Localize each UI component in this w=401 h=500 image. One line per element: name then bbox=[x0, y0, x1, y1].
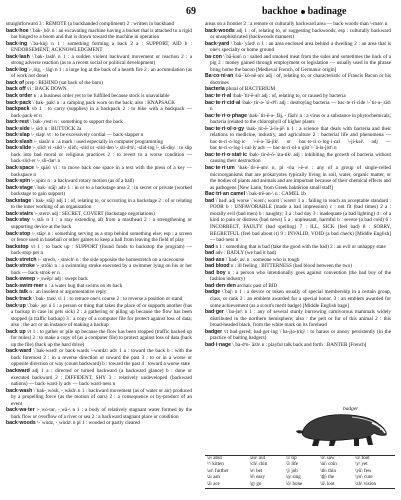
definition-text: \ˈbak-ˌrest\ n : something to support the back bbox=[30, 119, 123, 126]
definition-text: \ˈbaj\ n 1 : a device or token usually of special membership in a certain group, class, or rank 2 : an emblem awarded for a special honor. 3 : an emblem awarded for some achievement (as a scout's merit badge) [Middle English bage] bbox=[210, 289, 391, 309]
headword: back·woods bbox=[205, 27, 235, 34]
definition-text: \bak-ˌtir-ə-ˈsī-dᵊl\ adj : destroying bacteria — bac·te·ri·cide \-ˈtir-ə-ˌsīd\ n bbox=[210, 99, 391, 113]
dictionary-entry bbox=[6, 28, 192, 41]
definition-text: n 1 : something that is bad (take the good with the bad) 2 : an evil or unhappy state bbox=[215, 243, 386, 250]
pronunciation-cell: \g\ go bbox=[249, 481, 262, 487]
definition-text: n : a person who intentionally goes against convention (the bad boy of the fashion industry) bbox=[210, 269, 391, 283]
headword: back·slash bbox=[6, 138, 33, 145]
dictionary-entry bbox=[6, 263, 192, 276]
headword: bac·te·ri·ol·o·gy bbox=[205, 125, 245, 132]
pronunciation-cell: \ō\ bone bbox=[285, 481, 303, 487]
dictionary-entry bbox=[6, 41, 192, 54]
headword: back·pack bbox=[6, 99, 32, 106]
definition-text: \ˈbad-ˌas\ n : someone who is tough bbox=[225, 256, 300, 263]
definition-text: \-ˌstā\ n 1 : a stay extending aft from a masthead 2 : a strengthening or supporting device at the back bbox=[11, 217, 192, 230]
headword: back·slap bbox=[6, 132, 30, 139]
headword: backstop bbox=[6, 243, 29, 250]
definition-text: \bak-ˈtir-ē-əl\ adj : of, relating to, or caused by bacteria bbox=[232, 93, 346, 100]
definition-text: archaic past of BID bbox=[237, 282, 278, 289]
headword: ba·con bbox=[205, 53, 222, 60]
headword: back·wa·ter bbox=[6, 407, 35, 414]
badger-illustration bbox=[292, 389, 392, 449]
dictionary-entry bbox=[205, 309, 391, 329]
definition-text: \ˈba-jər\ n 1 : any of several sturdy burrowing carnivorous mammals widely distributed in the northern hemisphere; also : the pelt or fur of this animal 2 : this broad-headed black, from the white mark on its forehead bbox=[210, 309, 391, 329]
headword: back·yard bbox=[205, 40, 230, 47]
pronunciation-key bbox=[205, 455, 395, 489]
definition-text: vb 1 : to carry (supplies) in a backpack 2 : to hike with a backpack — back·pack·er n bbox=[11, 106, 192, 119]
pronunciation-cell: \ə\ abut bbox=[207, 456, 222, 461]
pronunciation-cell: \j\ job bbox=[285, 468, 298, 474]
definition-text: \-ˌstäp\ n : something serving as a stop behind something else; esp : a screen or fence used in baseball or other games to keep a ball from leaving the field of play bbox=[11, 230, 192, 244]
pronunciation-row bbox=[205, 482, 395, 489]
dictionary-entry bbox=[205, 342, 391, 349]
definition-text: vt bad·gered; bad·ger·ing \ˈba-j(ə-)riŋ\ : to harass or annoy persistently (in the practice of baiting badgers) bbox=[210, 328, 391, 342]
right-column bbox=[205, 21, 391, 348]
definition-text: \-ˌspās\ vi : to move back one space in a text with the press of a key — backspace n bbox=[11, 165, 192, 178]
headword: bad boy bbox=[205, 269, 226, 276]
headword: bad blood bbox=[205, 263, 230, 270]
pronunciation-cell: \ᵊ\ kitten bbox=[207, 462, 224, 468]
definition-text: areas on a frontier 2 : a remote or culturally backward area — back·woods·man \-mən\ n bbox=[205, 21, 388, 27]
definition-text: \ˈbā-kən\ n : salted and smoked meat from the sides and sometimes the back of a pig 2 : money gained through employment or legislation — usually used in the phrase bring home the bacon [Medieval French, of Germanic origin] bbox=[210, 53, 391, 73]
definition-text: \ˈbak-ˈyärd\ n 1 : an area enclosed area behind a dwelling 2 : an area that is one's specialty or home ground bbox=[210, 40, 391, 54]
headword: back·side bbox=[6, 125, 30, 132]
definition-text: \-ˌspin\ n : a backward rotary motion (as of a ball) bbox=[31, 178, 135, 185]
dictionary-entry bbox=[205, 28, 391, 41]
headword: bac·te·ri·o·phage bbox=[205, 112, 247, 119]
dictionary-entry bbox=[205, 126, 391, 152]
definition-text: n : a business order yet to be fulfilled because stock is unavailable bbox=[33, 93, 170, 100]
headword: back·hoe bbox=[6, 27, 29, 34]
headword: back·lash bbox=[6, 53, 30, 60]
dictionary-entry bbox=[205, 113, 391, 126]
pronunciation-cell: \ȯ\ saw bbox=[320, 456, 335, 461]
definition-text: \-ˌstrōk\ n : a swimming stroke executed by a swimmer lying on his or her back — back·strok·er n bbox=[11, 263, 192, 276]
headword: bac·te·ri·o·stat·ic bbox=[205, 151, 247, 158]
pronunciation-cell: \ü\ loot bbox=[320, 481, 335, 487]
pronunciation-cell: \ch\ chin bbox=[249, 462, 268, 468]
definition-text: n : ill feeling : BITTERNESS (bad blood between the two) bbox=[230, 263, 352, 270]
headword: back off bbox=[6, 86, 26, 93]
definition-text: vt 1 : to gather or pile up because the flow has been stopped (traffic backed up for miles) 2 : to make a copy of (as a computer file) to protect against loss of data (back up the file) (back up the hard drive) bbox=[11, 328, 192, 348]
headword: Ba·co·ni·an bbox=[205, 73, 234, 80]
definition-text: \ˈbak-ˌlash\ n 1 : a sudden violent backward movement or reaction 2 : a strong adverse reaction (as to a recent social or political development) bbox=[11, 53, 192, 67]
dictionary-entry bbox=[6, 54, 192, 67]
headword: bad bbox=[205, 197, 215, 204]
dictionary-entry bbox=[205, 329, 391, 342]
headword: bac·te·ri·al bbox=[205, 93, 232, 100]
definition-text: adj 1 a : directed or turned backward (a backward glance) b : done or executed backward 2 : DIFFIDENT, SHY 3 : relatively undeveloped (backward nations) — back·ward·ly adv — back·ward·ness n bbox=[11, 367, 192, 388]
headword: back·slide bbox=[6, 145, 32, 152]
dictionary-entry bbox=[6, 145, 192, 165]
headword: back order bbox=[6, 93, 33, 100]
definition-text: \-ˌsterz\ adj : SECRET, COVERT (backstage negotiations) bbox=[34, 210, 155, 217]
headword: back·woods bbox=[6, 420, 36, 427]
illustration-caption: badger bbox=[343, 406, 359, 412]
last-guide-word: badinage bbox=[307, 6, 347, 17]
headword: back-sweep bbox=[6, 276, 36, 283]
page-number: 69 bbox=[186, 6, 196, 17]
pronunciation-cell: \zh\ vision bbox=[355, 481, 376, 487]
definition-text: vt 1 : to back up : SUPPORT (found funds to backstop the program) — back·stop·per n bbox=[11, 243, 192, 257]
definition-text: \ˈbad\ adj worse \ˈwərs\; worst \ˈwərst\ 1 a : failing to reach an acceptable standard : POOR b : UNFAVORABLE (made a bad impression) c : not fit (bad times) 2 a : morally evil (bad men) b : naughty; 3 a : bad day 3 : inadequate (a bad lighting) 4 : of a kind to pain or distress (bad news) 5 a : unpleasant, harmful b : severe (a bad cold) 6 : INCORRECT, FAULTY (bad spelling) 7 : ILL, SICK (feel bad) 8 : SORRY, REGRETFUL (feel bad about it) 9 : INVALID, VOID (a bad check) [Middle English] — bad·ness n bbox=[210, 197, 391, 244]
headword: Bac·tri·an camel bbox=[205, 191, 245, 198]
dictionary-entry bbox=[205, 152, 391, 165]
definition-text: \-ˈwu̇dz, -ˌwu̇dz\ n pl 1 : wooded or partly cleared bbox=[37, 420, 140, 427]
pronunciation-cell: \u̇\ foot bbox=[355, 456, 370, 461]
headword: bad·ger bbox=[205, 309, 224, 316]
dictionary-entry bbox=[205, 73, 391, 86]
pronunciation-cell: \yu̇\ cure bbox=[355, 475, 373, 481]
definition-text: n : a water bug that swims on its back bbox=[44, 282, 123, 289]
dictionary-entry bbox=[6, 198, 192, 211]
pronunciation-cell: \ŋ\ sing bbox=[285, 475, 301, 481]
pronunciation-cell: \ȯi\ coin bbox=[320, 462, 337, 468]
definition-text: \ˈbak-wərd\ or back·wards \-wərdz\ adv 1 a : toward the back b : with the back foremost 2 : in a reverse direction or toward the past 3 : to or in a worse or opposite direction or way (count backward) b : toward the past 4 : toward a worse state bbox=[11, 348, 192, 368]
headword: bad bbox=[205, 250, 215, 257]
definition-text: \ˈbak-ˌwȯsh, -ˌwäsh\ n 1 : backward movement (as of water or air) produced by a propelling force (as the motion of oars) 2 : a consequence or by-product of an event bbox=[11, 387, 192, 407]
pronunciation-cell: \i\ tip bbox=[285, 456, 297, 461]
definition-text: \ˈba-kiŋ\ n 1 : something forming a back 2 a : SUPPORT, AID b : ENDORSEMENT, ACKNOWLEDGMENT bbox=[11, 40, 192, 54]
definition-text: plural of BACTERIUM bbox=[226, 86, 276, 93]
dictionary-entry bbox=[205, 289, 391, 309]
definition-text: \ˈbak-ˌtrak\ vi 1 : to retrace one's course 2 : to reverse a position or stand bbox=[33, 295, 183, 302]
headword: bacteria bbox=[205, 86, 225, 93]
headword: bad·den·den bbox=[205, 282, 236, 289]
headword: back of bbox=[6, 79, 24, 86]
headword: back·stretch bbox=[6, 256, 37, 263]
dictionary-entry bbox=[6, 388, 192, 408]
guide-words bbox=[262, 6, 346, 17]
bullet-icon bbox=[301, 10, 305, 14]
definition-text: \bā-ˈkō-nē-ən\ adj : of, relating to, or characteristic of Francis Bacon or his doctrines bbox=[210, 73, 391, 86]
dictionary-entry bbox=[6, 217, 192, 230]
dictionary-entry bbox=[6, 348, 192, 368]
left-column bbox=[6, 21, 192, 427]
definition-text: \ˈbak-ˈstāj\ adv 1 : in or to a backstage area 2 : in secret or private (worked backstage to gain support) bbox=[11, 184, 192, 198]
headword: back·ing bbox=[6, 40, 28, 47]
first-guide-word: backhoe bbox=[262, 6, 298, 17]
dictionary-entry bbox=[6, 165, 192, 178]
definition-text: adj 1 : of, relating to, or suggesting backwoods; esp : culturally backward or unsophisticated (backwoods manners) bbox=[210, 27, 391, 41]
definition-text: prep : BEHIND (sat back of the barn) bbox=[25, 79, 103, 86]
definition-text: \-ˌsīd\ n : BUTTOCK 2a bbox=[31, 125, 82, 132]
definition-text: \bak-ˈtir-ē-ə-ˌfāj, -ˌfäzh\ n : a virus or a substance in phytochemicals; bacteria (related to the chlorophyll of higher plants bbox=[210, 112, 391, 126]
dictionary-entry bbox=[6, 420, 192, 427]
headword: back·stairs bbox=[6, 210, 34, 217]
headword: back·track bbox=[6, 295, 32, 302]
headword: back·log bbox=[6, 66, 28, 73]
headword: back·up bbox=[6, 302, 26, 309]
headword: back·spin bbox=[6, 178, 30, 185]
definition-text: \-ˌslash\ n : a mark \ used especially in computer programming bbox=[33, 138, 163, 145]
dictionary-entry bbox=[6, 185, 192, 198]
definition-text: \bak-ˌtir-ē-ō-ˈsta-tik\ adj : inhibiting the growth of bacteria without causing their destruction bbox=[210, 151, 391, 165]
definition-text: n : an insolent or argumentative reply bbox=[29, 289, 107, 296]
definition-text: vi : BACK DOWN bbox=[27, 86, 67, 93]
headword: badger bbox=[205, 328, 223, 335]
page-header bbox=[0, 6, 401, 18]
headword: back up bbox=[6, 328, 26, 335]
definition-text: \ˈbak-ˌpak\ n : a camping pack worn on the back; also : KNAPSACK bbox=[32, 99, 175, 106]
pronunciation-cell: \ē\ easy bbox=[249, 475, 265, 481]
dictionary-entry bbox=[205, 54, 391, 74]
pronunciation-cell: \th\ thin bbox=[320, 468, 336, 474]
headword: back·stop bbox=[6, 230, 31, 237]
definition-text: straightforward 3 : REMOTE (a backhanded compliment) 2 : written in backhand bbox=[6, 21, 175, 27]
definition-text: adv : BADLY (we had it bad) bbox=[215, 250, 277, 257]
headword: back·rest bbox=[6, 119, 29, 126]
headword: back·wash bbox=[6, 387, 33, 394]
definition-text: \-ˈstrech, -ˌstrech\ n : the side opposite the homestretch on a racecourse bbox=[37, 256, 185, 263]
definition-text: \-ˌswēp\ adj : swept back bbox=[36, 276, 88, 283]
dictionary-entry bbox=[6, 67, 192, 80]
headword: back-swim·mer bbox=[6, 282, 44, 289]
headword: badge bbox=[205, 289, 221, 296]
definition-text: \bak-ˈtir-ē-əm\ n, pl -ria \-ē-ə\ : any of a group of single-celled microorganisms that are prokaryotes typically living in soil, water, organic matter, or the bodies of plants and animals and are important because of their chemical effects and as pathogens [New Latin, from Greek baktērion small staff] bbox=[210, 165, 391, 191]
dictionary-entry bbox=[205, 41, 391, 54]
pronunciation-cell: \au̇\ out bbox=[249, 456, 265, 461]
headword: bad·ass bbox=[205, 256, 225, 263]
definition-text: \ˈbak-trē-ən-\ n : CAMEL 1b bbox=[246, 191, 306, 198]
headword: bac·te·ri·um bbox=[205, 165, 235, 172]
dictionary-entry bbox=[6, 329, 192, 349]
pronunciation-row bbox=[205, 456, 395, 463]
headword: bac·te·ri·cid·al bbox=[205, 99, 241, 106]
pronunciation-cell: \yü\ few bbox=[355, 468, 372, 474]
dictionary-entry bbox=[205, 270, 391, 283]
headword: back·space bbox=[6, 165, 35, 172]
headword: backward bbox=[6, 367, 30, 374]
definition-text: \ˈbak-ˌəp\ n 1 : a person or thing that takes the place of or supports another (has a backup in case its gets sick) 2 : a gathering or piling up because the flow has been stopped (a traffic backup) 3 : a copy of a computer file for protect against loss of data; also : the act or an instance of making a backup bbox=[11, 302, 192, 329]
dictionary-entry bbox=[6, 106, 192, 119]
headword: back talk bbox=[6, 289, 29, 296]
dictionary-entry bbox=[6, 231, 192, 244]
headword: back·ward bbox=[6, 348, 32, 355]
headword: back·stroke bbox=[6, 263, 35, 270]
dictionary-entry bbox=[205, 100, 391, 113]
definition-text: \-ˌslap\ vt : to be excessively cordial — back·slapper n bbox=[31, 132, 144, 139]
dictionary-entry bbox=[205, 198, 391, 244]
headword: bad·i·nage bbox=[205, 341, 231, 348]
headword: bad bbox=[205, 243, 215, 250]
definition-text: \ˌba-dᵊn-ˈäzh\ n : playful talk back and forth : BANTER [French] bbox=[232, 341, 367, 348]
pronunciation-cell: \ər\ further bbox=[207, 468, 229, 474]
definition-text: \bak-ˌtir-ē-ˈä-lə-jē\ n 1 : a science that deals with bacteria and their relations to medicine, industry, and agriculture 2 : bacterial life and phenomena — bac·te·ri·o·log·ic \-ē-ə-ˈlä-jik\ or bac·te·ri·o·log·i·cal \-ji-kəl\ adj — bac·te·ri·o·log·i·cal·ly adv — bac·te·ri·ol·o·gist \-ˈä-lə-jist\ n bbox=[210, 125, 391, 152]
headword: backpack bbox=[6, 106, 30, 113]
dictionary-entry bbox=[6, 303, 192, 329]
pronunciation-cell: \t͟h\ the bbox=[320, 475, 335, 481]
dictionary-entry bbox=[6, 244, 192, 257]
pronunciation-cell: \ī\ life bbox=[285, 462, 299, 468]
headword: back·stay bbox=[6, 217, 30, 224]
definition-text: \-ˌlȯg, -ˌläg\ n 1 : a large log at the back of a hearth fire 2 : an accumulation (as of work not done) bbox=[11, 66, 192, 80]
headword: backstage bbox=[6, 197, 32, 204]
pronunciation-cell: \y\ yet bbox=[355, 462, 368, 468]
definition-text: \-ˌslīd\ vi -slid \-ˌslid\; -slid or -slid·den \-ˌsli-dᵊn\; -slid·ing \-ˌslī-diŋ\ : to slip back into bad moral or religious practices 2 : to revert to a worse condition — back·slid·er \-ˌslī-dər\ n bbox=[11, 145, 192, 165]
dictionary-entry bbox=[6, 368, 192, 388]
pronunciation-cell: \ā\ ace bbox=[207, 481, 220, 487]
dictionary-entry bbox=[205, 165, 391, 191]
definition-text: \ˈbak-ˌstāj\ adj 1 : of, relating to, or occurring in a backstage 2 : of or relating to the inner working of an organization bbox=[11, 197, 192, 211]
pronunciation-cell: \e\ bet bbox=[249, 468, 263, 474]
definition-text: \-ˌwȯ-tər, -ˌwä-\ n 1 : a body of relatively stagnant water formed by the back flow or overflow of a river or sea 2 : a backward stagnant place or condition bbox=[11, 407, 192, 420]
pronunciation-cell: \a\ ash bbox=[207, 475, 220, 481]
headword: back·stage bbox=[6, 184, 33, 191]
definition-text: \ˈbak-ˌhō\ n : an excavating machine having a bucket that is attached to a rigid bar hinged to a boom and that is drawn toward the machine in operation bbox=[11, 27, 192, 41]
dictionary-entry bbox=[6, 407, 192, 420]
